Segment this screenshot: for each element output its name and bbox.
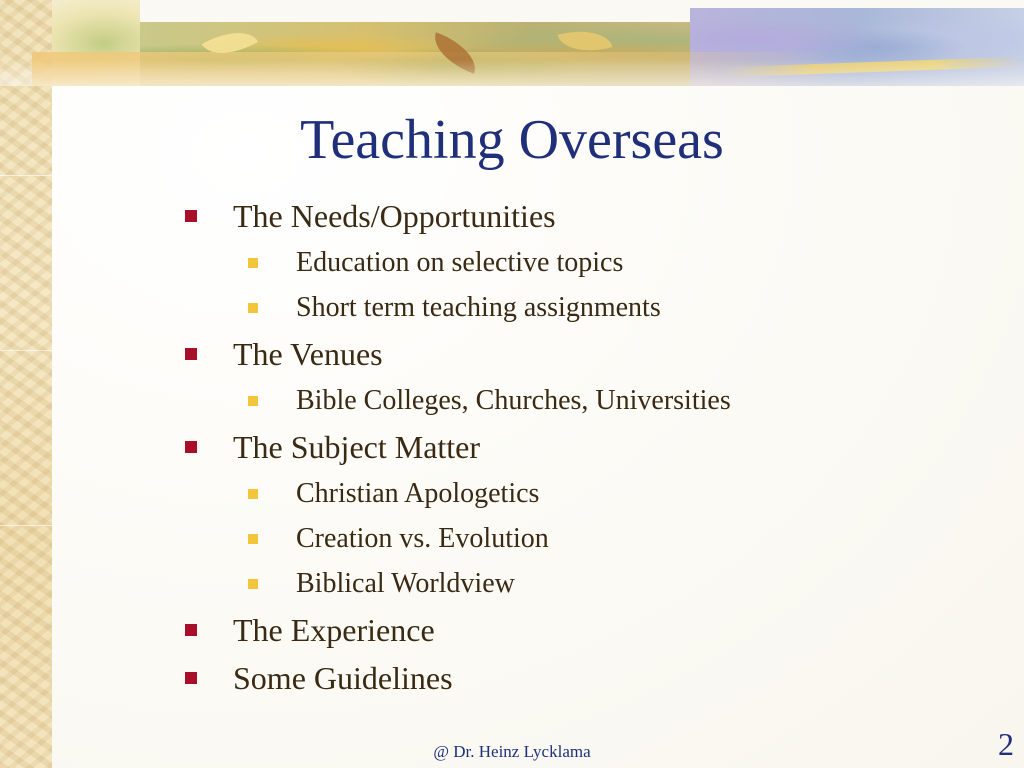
sub-bullet-text: Short term teaching assignments [296,292,661,323]
bullet-text: The Venues [233,336,383,372]
stripe-divider [0,525,52,526]
square-bullet-icon [248,396,258,406]
square-bullet-icon [248,258,258,268]
square-bullet-icon [185,348,197,360]
bullet-list [180,192,980,702]
slide-title: Teaching Overseas [300,109,724,171]
sub-bullet-item [180,378,980,423]
square-bullet-icon [185,672,197,684]
sub-bullet-text: Creation vs. Evolution [296,523,549,554]
square-bullet-icon [185,624,197,636]
sub-bullet-text: Biblical Worldview [296,568,515,599]
sub-bullet-text: Education on selective topics [296,247,624,278]
bullet-text: Some Guidelines [233,660,453,696]
bullet-item [180,606,980,654]
sub-bullet-item [180,516,980,561]
bullet-text: The Experience [233,612,435,648]
bullet-item [180,330,980,378]
square-bullet-icon [248,489,258,499]
bullet-item [180,654,980,702]
sub-bullet-text: Christian Apologetics [296,478,540,509]
stripe-divider [0,175,52,176]
sub-bullet-item [180,471,980,516]
banner-fade [0,60,1024,86]
bullet-text: The Subject Matter [233,429,481,465]
square-bullet-icon [248,534,258,544]
slide-footer: @ Dr. Heinz Lycklama [433,742,591,761]
square-bullet-icon [185,210,197,222]
square-bullet-icon [248,303,258,313]
sub-bullet-item [180,240,980,285]
square-bullet-icon [248,579,258,589]
bullet-text: The Needs/Opportunities [233,198,556,234]
top-decorative-banner [0,0,1024,86]
stripe-divider [0,350,52,351]
page-number: 2 [998,726,1014,762]
square-bullet-icon [185,441,197,453]
bullet-item [180,192,980,240]
sub-bullet-item [180,285,980,330]
bullet-item [180,423,980,471]
sub-bullet-text: Bible Colleges, Churches, Universities [296,385,731,416]
sub-bullet-item [180,561,980,606]
